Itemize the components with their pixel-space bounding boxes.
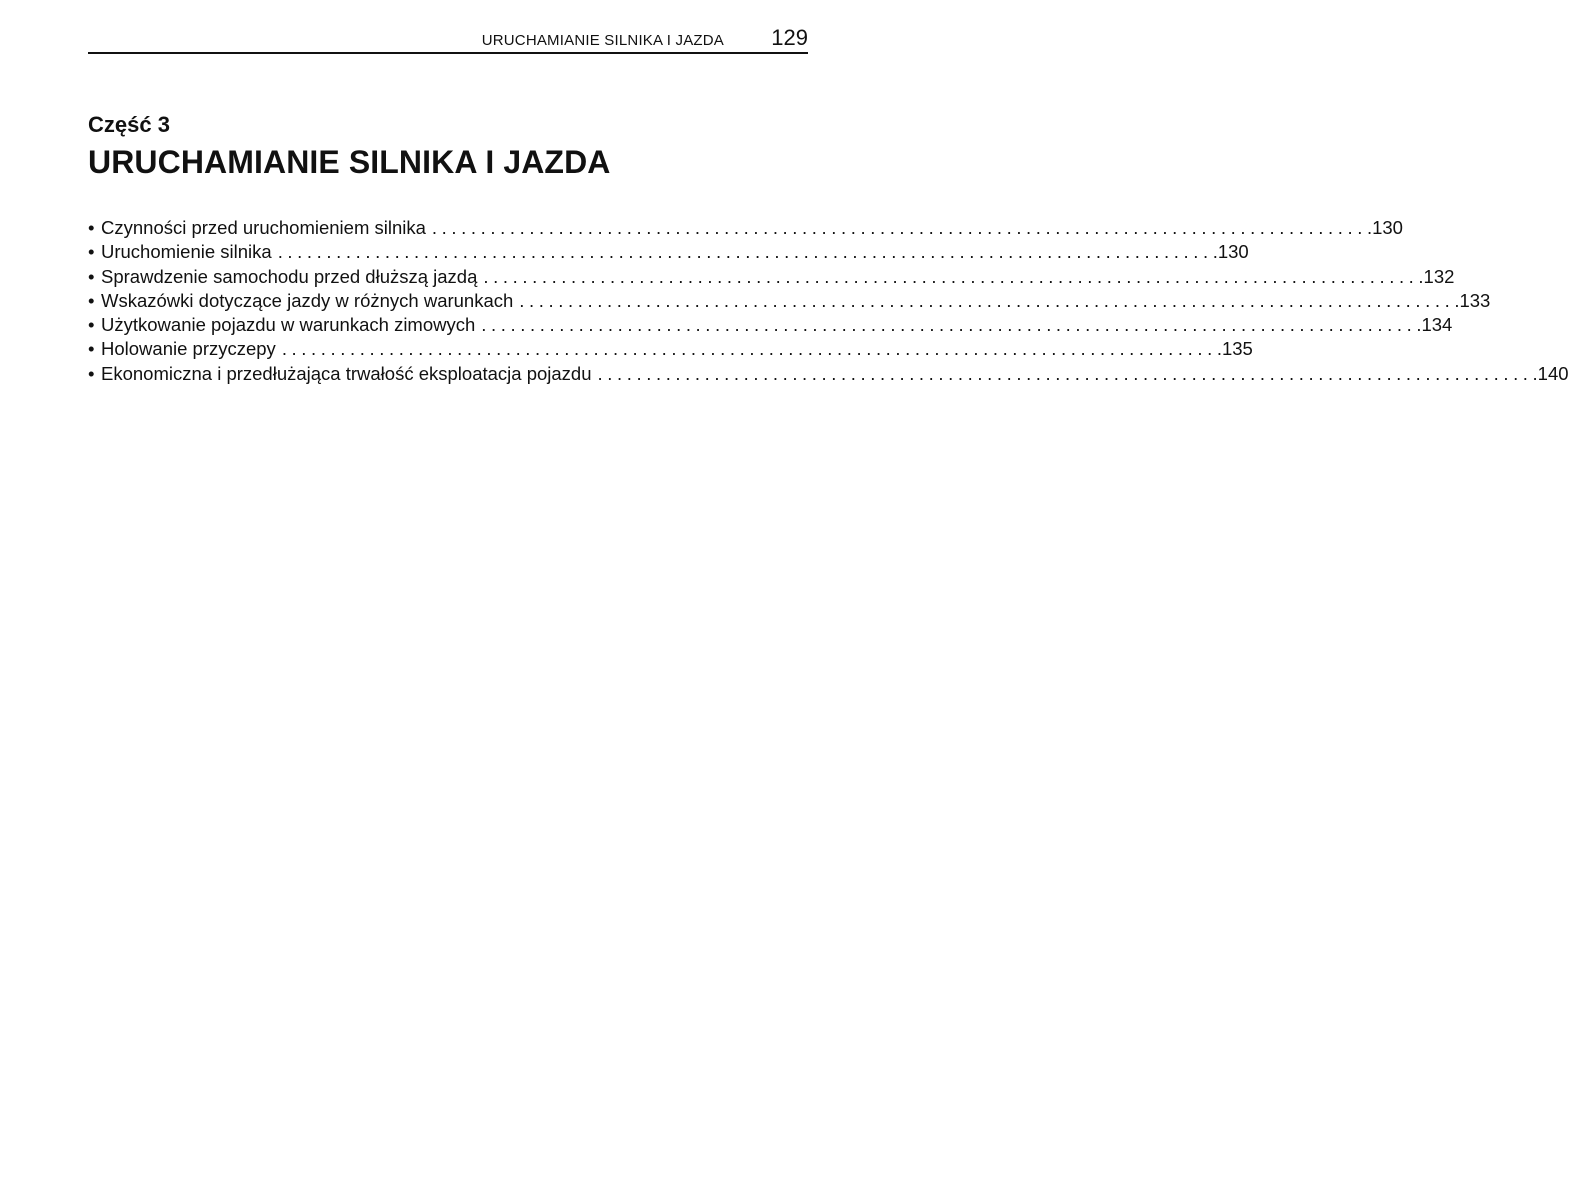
bullet: •: [88, 289, 95, 311]
toc-entry-page: .130: [1366, 217, 1403, 238]
bullet: •: [88, 362, 95, 384]
dot-leader: ................................................................................................: [281, 338, 1217, 360]
toc-entry-title: Holowanie przyczepy: [101, 338, 276, 360]
bullet: •: [88, 338, 95, 360]
toc-entry-page: .140: [1532, 362, 1569, 384]
toc-entry-title: Ekonomiczna i przedłużająca trwałość eksploatacja pojazdu: [101, 362, 592, 384]
bullet: •: [88, 241, 95, 263]
toc-entry[interactable]: [88, 265, 1455, 289]
toc-entry-page: .134: [1416, 314, 1453, 336]
dot-leader: ................................................................................................: [277, 241, 1213, 263]
dot-leader: ................................................................................................: [519, 289, 1455, 311]
toc-entry-title: Użytkowanie pojazdu w warunkach zimowych: [101, 314, 476, 336]
toc-entry-page: .135: [1216, 338, 1253, 360]
bullet: •: [88, 217, 95, 238]
toc-entry[interactable]: [88, 289, 1491, 313]
toc-entry-page: .133: [1454, 289, 1491, 311]
toc-entry-title: Sprawdzenie samochodu przed dłuższą jazdą: [101, 265, 478, 287]
dot-leader: ................................................................................................: [597, 362, 1533, 384]
bullet: •: [88, 265, 95, 287]
dot-leader: ................................................................................................: [481, 314, 1417, 336]
part-label: Część 3: [88, 112, 170, 137]
toc-entry-page: .130: [1212, 241, 1249, 263]
toc-entry[interactable]: [88, 313, 1453, 337]
dot-leader: ................................................................................................: [483, 265, 1419, 287]
dot-leader: ................................................................................................: [431, 217, 1367, 238]
toc-entry[interactable]: [88, 362, 1569, 386]
bullet: •: [88, 314, 95, 336]
running-title: URUCHAMIANIE SILNIKA I JAZDA: [481, 32, 724, 49]
table-of-contents: [88, 216, 1569, 386]
toc-entry-title: Czynności przed uruchomieniem silnika: [101, 217, 426, 238]
toc-entry-page: .132: [1418, 265, 1455, 287]
toc-entry[interactable]: [88, 216, 1403, 240]
toc-entry[interactable]: [88, 337, 1253, 361]
toc-entry-title: Uruchomienie silnika: [101, 241, 272, 263]
running-header: [88, 26, 808, 54]
page-number: 129: [771, 25, 808, 50]
chapter-title: URUCHAMIANIE SILNIKA I JAZDA: [88, 144, 611, 180]
toc-entry[interactable]: [88, 240, 1249, 264]
toc-entry-title: Wskazówki dotyczące jazdy w różnych warunkach: [101, 289, 514, 311]
